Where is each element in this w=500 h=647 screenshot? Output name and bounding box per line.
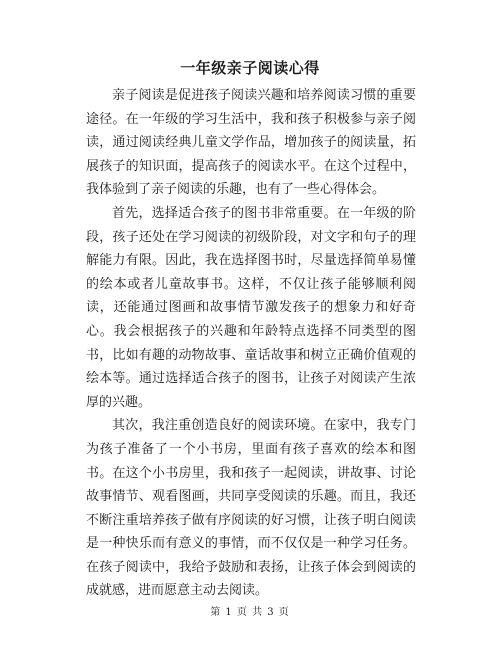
paragraph-intro: 亲子阅读是促进孩子阅读兴趣和培养阅读习惯的重要途径。在一年级的学习生活中，我和孩子积极参与亲子阅读，通过阅读经典儿童文学作品，增加孩子的阅读量，拓展孩子的知识面，提高孩子的阅读水平。在这个过程中，我体验到了亲子阅读的乐趣，也有了一些心得体会。 [86, 88, 416, 198]
paragraph-reading-environment: 其次，我注重创造良好的阅读环境。在家中，我专门为孩子准备了一个小书房，里面有孩子喜欢的绘本和图书。在这个小书房里，我和孩子一起阅读，讲故事、讨论故事情节、观看图画，共同享受阅读的乐趣。而且，我还不断注重培养孩子做有序阅读的好习惯，让孩子明白阅读是一种快乐而有意义的事情，而不仅仅是一种学习任务。在孩子阅读中，我给予鼓励和表扬，让孩子体会到阅读的成就感，进而愿意主动去阅读。 [86, 418, 416, 599]
document-title: 一年级亲子阅读心得 [180, 59, 320, 77]
paragraph-choose-books: 首先，选择适合孩子的图书非常重要。在一年级的阶段，孩子还处在学习阅读的初级阶段，对文字和句子的理解能力有限。因此，我在选择图书时，尽量选择简单易懂的绘本或者儿童故事书。这样，不仅让孩子能够顺利阅读，还能通过图画和故事情节激发孩子的想象力和好奇心。我会根据孩子的兴趣和年龄特点选择不同类型的图书，比如有趣的动物故事、童话故事和树立正确价值观的绘本等。通过选择适合孩子的图书，让孩子对阅读产生浓厚的兴趣。 [86, 205, 416, 410]
document-body [86, 84, 416, 603]
page-number-footer: 第 1 页 共 3 页 [210, 607, 290, 618]
